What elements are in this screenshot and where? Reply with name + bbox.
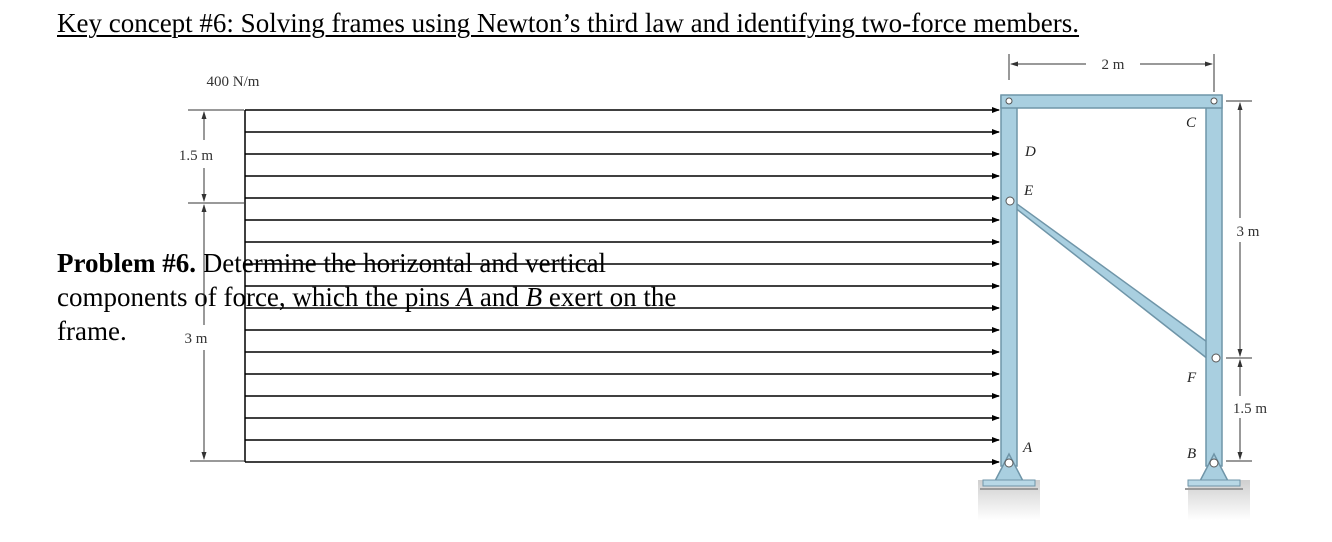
load-label: 400 N/m [206, 74, 260, 90]
page-title: Key concept #6: Solving frames using Newton’s third law and identifying two-force members. [57, 8, 1080, 38]
point-c-label: C [1186, 115, 1197, 131]
dim-right-lower-label: 1.5 m [1232, 401, 1268, 417]
dim-left-lower-label: 3 m [184, 331, 208, 347]
pin-top-right [1211, 98, 1217, 104]
member-left-column [1001, 96, 1017, 466]
pin-e [1006, 197, 1014, 205]
dim-right-upper-label: 3 m [1236, 224, 1260, 240]
dim-top-label: 2 m [1101, 57, 1125, 73]
pin-top-left [1006, 98, 1012, 104]
problem-pin-a: A [456, 282, 474, 312]
member-top-beam [1001, 95, 1222, 108]
member-ef [1006, 196, 1221, 363]
point-d-label: D [1025, 144, 1036, 160]
support-a [980, 454, 1038, 489]
problem-label: Problem #6. [57, 248, 196, 278]
dim-left-upper-label: 1.5 m [178, 148, 214, 164]
point-e-label: E [1024, 183, 1034, 199]
problem-text-2: and [473, 282, 526, 312]
point-a-label: A [1023, 440, 1033, 456]
point-b-label: B [1187, 446, 1197, 462]
member-right-column [1206, 96, 1222, 466]
distributed-load [245, 110, 999, 462]
problem-pin-b: B [525, 282, 543, 312]
point-f-label: F [1187, 370, 1197, 386]
problem-text-1: Determine the horizontal and vertical components of force, which the pins [57, 248, 607, 312]
problem-text-3: exert on the frame. [57, 282, 677, 346]
pin-f [1212, 354, 1220, 362]
